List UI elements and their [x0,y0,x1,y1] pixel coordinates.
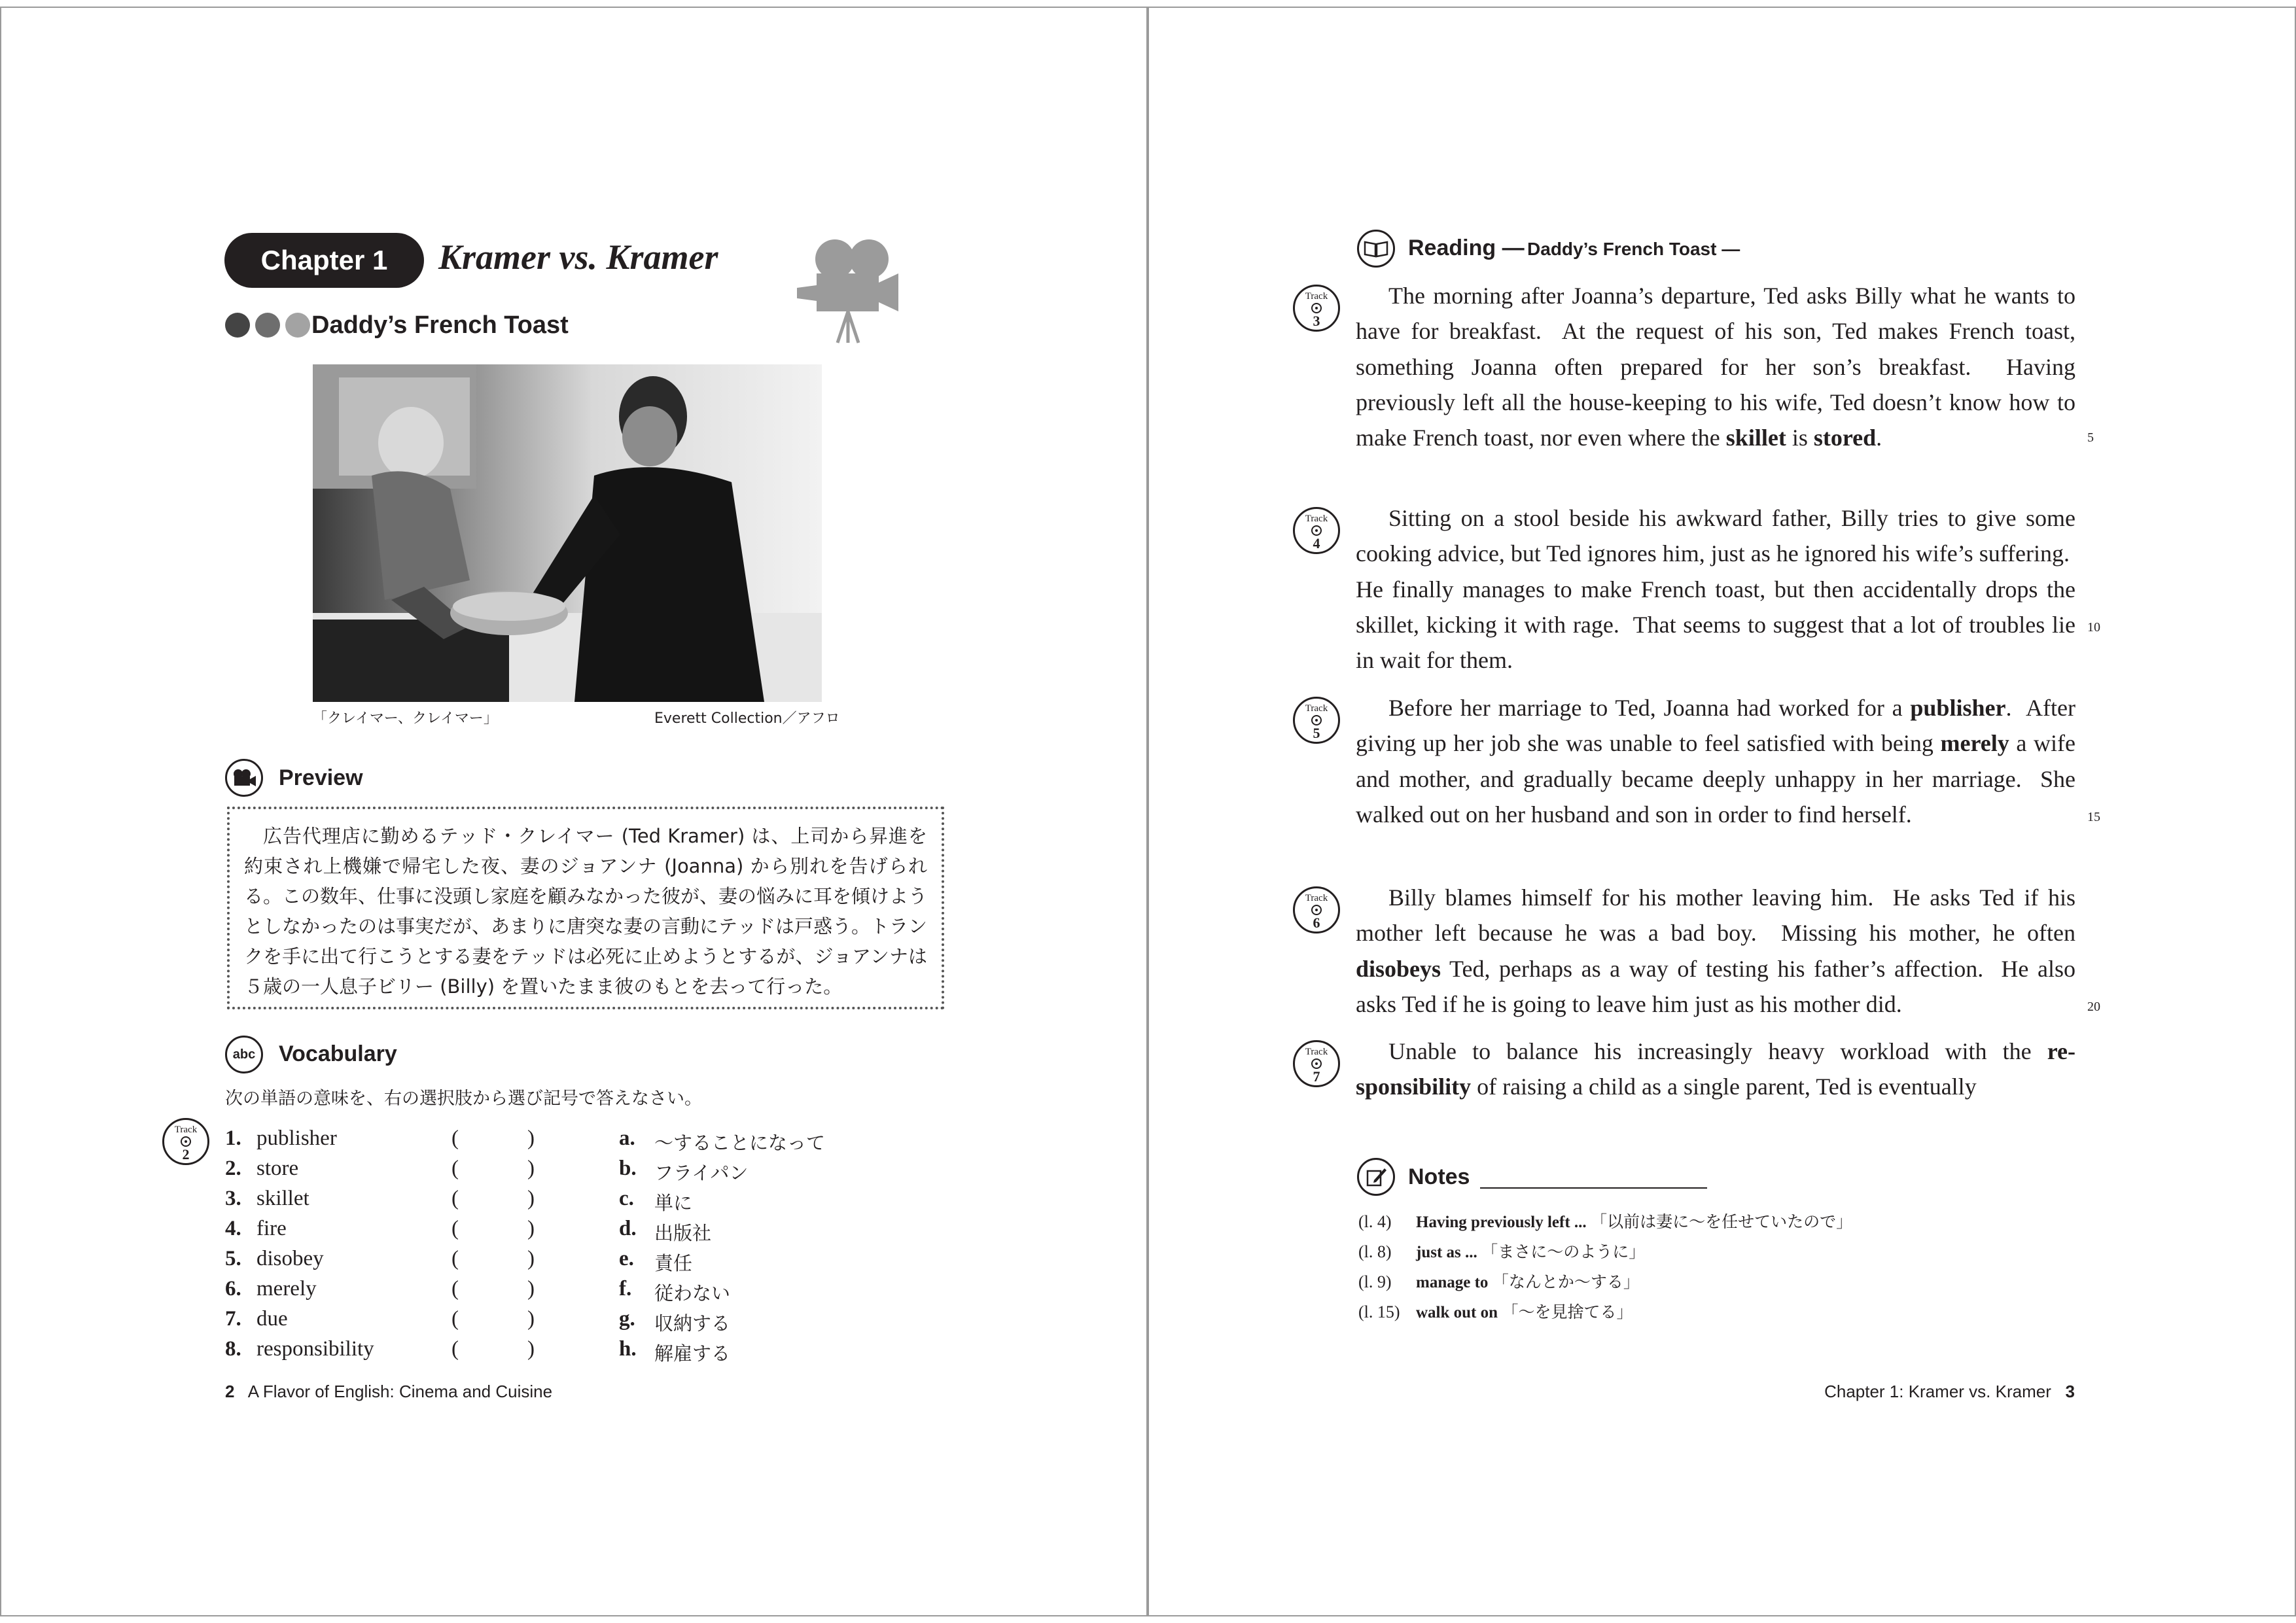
track-7-icon [1293,1040,1340,1087]
preview-text: 広告代理店に勤めるテッド・クレイマー (Ted Kramer) は、上司から昇進を約束され上機嫌で帰宅した夜、妻のジョアンナ (Joanna) から別れを告げられる。この数年、仕事に没頭し家庭を顧みなかった彼が、妻の悩みに耳を傾けようとしなかったのは事実だが、あまりに唐突な妻の言動にテッドは戸惑う。トランクを手に出て行こうとする妻をテッドは必死に止めようとするが、ジョアンナは５歳の一人息子ビリー (Billy) を置いたまま彼のもとを去って行った。 [227,807,944,1009]
notes-header [1408,1164,1470,1190]
note-item [1358,1269,1640,1293]
right-page-number: 3 [2065,1382,2075,1401]
movie-still-photo [313,364,822,702]
choice-letter: b. [619,1157,637,1180]
photo-caption-title: 「クレイマー、クレイマー」 [313,710,498,727]
reading-title: Reading — [1408,236,1525,260]
line-number-20: 20 [2087,1000,2100,1014]
vocabulary-section-icon [225,1036,263,1073]
word-text: skillet [256,1187,309,1210]
choice-text: ～することになって [654,1132,826,1154]
photo-caption-credit: Everett Collection／アフロ [654,710,840,727]
word-text: responsibility [256,1337,374,1361]
preview-title: Preview [279,765,363,790]
line-number-10: 10 [2087,620,2100,635]
answer-blank-close: ) [527,1126,535,1150]
choice-text: 従わない [654,1282,731,1304]
note-meaning: 「まさに～のように」 [1481,1242,1646,1261]
note-meaning: 「以前は妻に～を任せていたので」 [1591,1212,1853,1231]
word-number: 2. [225,1157,241,1180]
word-text: disobey [256,1247,324,1270]
track-label: Track [174,1125,198,1135]
track-3-icon [1293,285,1340,332]
choice-text: 単に [654,1192,693,1214]
word-number: 8. [225,1337,241,1361]
choice-letter: f. [619,1277,632,1300]
word-text: merely [256,1277,317,1300]
track-label: Track [1305,1047,1328,1057]
word-text: store [256,1157,299,1180]
note-ref: (l. 4) [1358,1212,1392,1231]
chapter-title: Kramer vs. Kramer [438,237,718,277]
line-number-15: 15 [2087,810,2100,824]
word-number: 7. [225,1307,241,1331]
chapter-subtitle: Daddy’s French Toast [311,311,569,339]
note-ref: (l. 15) [1358,1302,1400,1321]
answer-blank-open[interactable]: ( [451,1126,459,1150]
answer-blank-close: ) [527,1187,535,1210]
vocabulary-instruction: 次の単語の意味を、右の選択肢から選び記号で答えなさい。 [225,1089,702,1109]
notes-section-icon [1357,1158,1395,1196]
track-number: 4 [1313,535,1320,551]
track-6-icon [1293,886,1340,934]
track-2-icon [162,1118,209,1165]
notes-title: Notes [1408,1164,1470,1189]
note-phrase: just as ... [1416,1244,1477,1261]
reading-paragraph: Before her marriage to Ted, Joanna had worked for a publisher. After giving up her job she was unable to feel satisfied with being merely a wife and mother, and gradually became deeply unhappy in her marriage. She walked out on her husband and son in order to find herself. [1356,695,2075,828]
notes-rule [1480,1187,1707,1189]
note-phrase: manage to [1416,1274,1489,1291]
line-number-5: 5 [2087,430,2094,445]
answer-blank-open[interactable]: ( [451,1247,459,1270]
film-camera-icon [797,233,902,344]
reading-paragraph: Sitting on a stool beside his awkward father, Billy tries to give some cooking advice, but Ted ignores him, just as he ignored his wife’s suffering. He finally manages to make French toast, but then accidentally drops the skillet, kicking it with rage. That seems to suggest that a lot of troubles lie in wait for them. [1356,505,2075,674]
choice-text: フライパン [654,1162,749,1184]
movie-camera-icon [232,769,256,787]
word-number: 6. [225,1277,241,1300]
subtitle-dots [225,313,310,338]
vocabulary-title: Vocabulary [279,1041,397,1066]
note-meaning: 「～を見捨てる」 [1502,1302,1633,1321]
note-phrase: Having previously left ... [1416,1213,1587,1231]
answer-blank-open[interactable]: ( [451,1337,459,1361]
answer-blank-close: ) [527,1247,535,1270]
note-item [1358,1209,1852,1232]
left-page-number: 2 [225,1382,235,1401]
note-ref: (l. 9) [1358,1272,1392,1291]
reading-paragraph: Billy blames himself for his mother leaving him. He asks Ted if his mother left because he was a bad boy. Missing his mother, he often disobeys Ted, perhaps as a way of testing his father’s affection. He also asks Ted if he is going to leave him just as his mother did. [1356,884,2075,1017]
word-text: publisher [256,1126,337,1150]
answer-blank-open[interactable]: ( [451,1157,459,1180]
answer-blank-close: ) [527,1307,535,1331]
answer-blank-open[interactable]: ( [451,1187,459,1210]
answer-blank-open[interactable]: ( [451,1307,459,1331]
note-item [1358,1239,1645,1263]
note-phrase: walk out on [1416,1304,1498,1321]
left-footer-title: A Flavor of English: Cinema and Cuisine [247,1382,553,1401]
answer-blank-close: ) [527,1337,535,1361]
answer-blank-close: ) [527,1277,535,1300]
reading-paragraph: The morning after Joanna’s departure, Ted asks Billy what he wants to have for breakfast. At the request of his son, Ted makes French toast, something Joanna often prepared for her son’s breakfast. Having previously left all the house-keeping to his wife, Ted doesn’t know how to make French toast, nor even where the skillet is stored. [1356,283,2075,451]
reading-paragraph: Unable to balance his increasingly heavy workload with the responsibility of raising a child as a single parent, Ted is eventually [1356,1038,2075,1100]
track-label: Track [1305,703,1328,714]
word-number: 3. [225,1187,241,1210]
right-footer-title: Chapter 1: Kramer vs. Kramer [1824,1382,2051,1401]
word-number: 5. [225,1247,241,1270]
word-text: fire [256,1217,287,1240]
answer-blank-open[interactable]: ( [451,1277,459,1300]
choice-text: 解雇する [654,1342,731,1365]
choice-letter: d. [619,1217,637,1240]
left-footer [225,1382,552,1402]
answer-blank-close: ) [527,1157,535,1180]
chapter-label: Chapter 1 [224,233,424,288]
track-label: Track [1305,893,1328,903]
choice-text: 出版社 [654,1222,712,1244]
choice-letter: c. [619,1187,634,1210]
track-number: 5 [1313,725,1320,741]
word-number: 1. [225,1126,241,1150]
track-number: 6 [1313,915,1320,931]
track-5-icon [1293,697,1340,744]
reading-section-icon [1357,230,1395,268]
note-item [1358,1299,1633,1323]
choice-letter: e. [619,1247,634,1270]
note-meaning: 「なんとか～する」 [1492,1272,1640,1291]
abc-icon: abc [232,1047,256,1062]
word-number: 4. [225,1217,241,1240]
reading-header [1408,236,1740,261]
track-label: Track [1305,514,1328,524]
choice-text: 責任 [654,1252,693,1274]
track-4-icon [1293,507,1340,554]
choice-text: 収納する [654,1312,731,1335]
reading-subtitle: Daddy’s French Toast — [1527,239,1740,259]
preview-section-icon [225,759,263,797]
pencil-note-icon [1365,1166,1387,1188]
choice-letter: a. [619,1126,635,1150]
word-text: due [256,1307,288,1331]
track-number: 3 [1313,313,1320,329]
track-number: 2 [182,1146,190,1162]
track-number: 7 [1313,1068,1320,1085]
note-ref: (l. 8) [1358,1242,1392,1261]
track-label: Track [1305,291,1328,302]
choice-letter: g. [619,1307,635,1331]
book-icon [1364,239,1388,258]
answer-blank-close: ) [527,1217,535,1240]
answer-blank-open[interactable]: ( [451,1217,459,1240]
right-footer [1824,1382,2075,1402]
choice-letter: h. [619,1337,637,1361]
